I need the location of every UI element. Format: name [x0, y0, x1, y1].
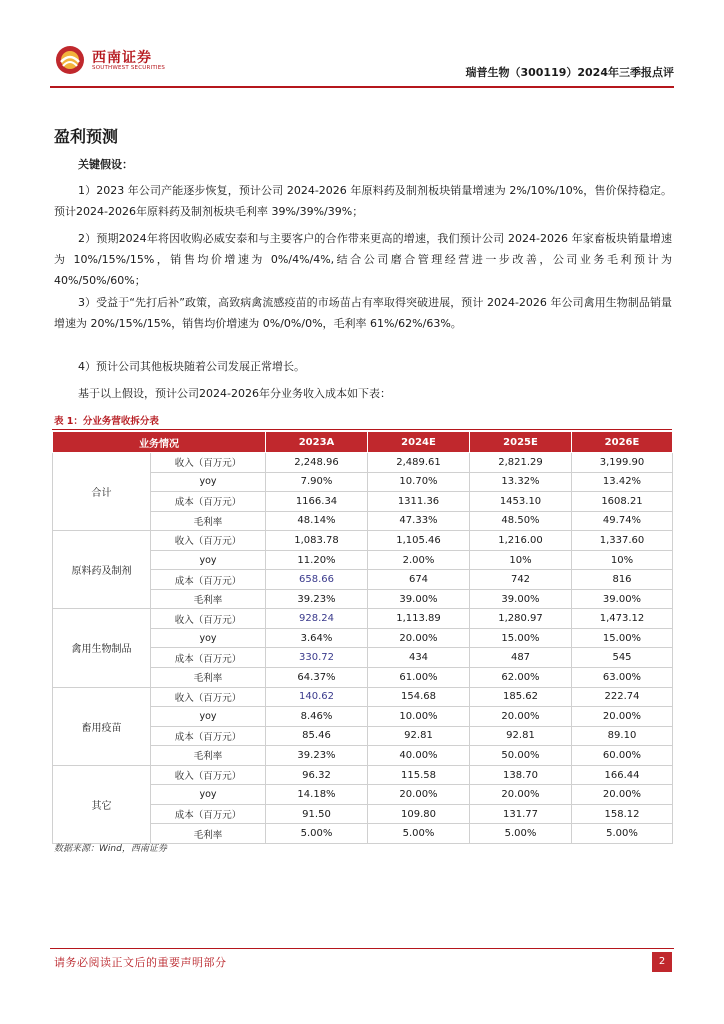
value-cell: 140.62: [266, 687, 368, 707]
value-cell: 10%: [470, 550, 572, 570]
header-business: 业务情况: [53, 432, 266, 453]
metric-label-cell: 收入（百万元）: [151, 765, 266, 785]
metric-label-cell: 成本（百万元）: [151, 570, 266, 590]
value-cell: 5.00%: [266, 824, 368, 844]
metric-label-cell: 收入（百万元）: [151, 531, 266, 551]
value-cell: 154.68: [368, 687, 470, 707]
metric-label-cell: 成本（百万元）: [151, 492, 266, 512]
value-cell: 96.32: [266, 765, 368, 785]
value-cell: 39.00%: [470, 589, 572, 609]
segment-revenue-table: [52, 431, 673, 844]
segment-name-cell: 禽用生物制品: [53, 609, 151, 687]
metric-label-cell: 收入（百万元）: [151, 609, 266, 629]
logo-text-cn: 西南证券: [92, 50, 152, 66]
segment-name-cell: 原料药及制剂: [53, 531, 151, 609]
value-cell: 8.46%: [266, 707, 368, 727]
value-cell: 222.74: [572, 687, 673, 707]
value-cell: 1608.21: [572, 492, 673, 512]
header-divider: [50, 86, 674, 88]
value-cell: 1,105.46: [368, 531, 470, 551]
value-cell: 13.42%: [572, 472, 673, 492]
page-number: 2: [652, 952, 672, 972]
value-cell: 92.81: [470, 726, 572, 746]
value-cell: 1,337.60: [572, 531, 673, 551]
value-cell: 20.00%: [470, 707, 572, 727]
metric-label-cell: 收入（百万元）: [151, 687, 266, 707]
value-cell: 47.33%: [368, 511, 470, 531]
value-cell: 20.00%: [572, 707, 673, 727]
value-cell: 138.70: [470, 765, 572, 785]
value-cell: 13.32%: [470, 472, 572, 492]
document-title: 瑞普生物（300119）2024年三季报点评: [465, 66, 674, 79]
metric-label-cell: 成本（百万元）: [151, 804, 266, 824]
table-row: [53, 687, 673, 707]
metric-label-cell: 收入（百万元）: [151, 453, 266, 473]
value-cell: 61.00%: [368, 668, 470, 688]
value-cell: 330.72: [266, 648, 368, 668]
table-row: [53, 453, 673, 473]
table-top-rule: [52, 429, 672, 430]
value-cell: 20.00%: [470, 785, 572, 805]
value-cell: 816: [572, 570, 673, 590]
value-cell: 15.00%: [470, 628, 572, 648]
company-logo: [54, 44, 194, 78]
assumption-paragraph-3: 3）受益于“先打后补”政策，高致病禽流感疫苗的市场苗占有率取得突破进展，预计 2024-2026 年公司禽用生物制品销量增速为 20%/15%/15%，销售均价增速为 0%/0%/0%，毛利率 61%/62%/63%。: [54, 296, 672, 330]
value-cell: 1,280.97: [470, 609, 572, 629]
table-caption: 表 1：分业务营收拆分表: [54, 416, 159, 427]
value-cell: 109.80: [368, 804, 470, 824]
footer-divider: [50, 948, 674, 949]
value-cell: 487: [470, 648, 572, 668]
value-cell: 2,248.96: [266, 453, 368, 473]
value-cell: 1,083.78: [266, 531, 368, 551]
metric-label-cell: yoy: [151, 550, 266, 570]
value-cell: 20.00%: [572, 785, 673, 805]
metric-label-cell: 毛利率: [151, 589, 266, 609]
metric-label-cell: 毛利率: [151, 824, 266, 844]
assumption-paragraph-1: 1）2023 年公司产能逐步恢复，预计公司 2024-2026 年原料药及制剂板块销量增速为 2%/10%/10%，售价保持稳定。预计2024-2026年原料药及制剂板块毛利率 39%/39%/39%；: [54, 184, 672, 218]
value-cell: 15.00%: [572, 628, 673, 648]
value-cell: 2.00%: [368, 550, 470, 570]
header-2025e: 2025E: [470, 432, 572, 453]
metric-label-cell: 毛利率: [151, 746, 266, 766]
value-cell: 49.74%: [572, 511, 673, 531]
metric-label-cell: yoy: [151, 472, 266, 492]
table-row: [53, 609, 673, 629]
value-cell: 3.64%: [266, 628, 368, 648]
value-cell: 1,216.00: [470, 531, 572, 551]
value-cell: 14.18%: [266, 785, 368, 805]
value-cell: 3,199.90: [572, 453, 673, 473]
table-row: [53, 765, 673, 785]
value-cell: 20.00%: [368, 785, 470, 805]
value-cell: 39.00%: [572, 589, 673, 609]
value-cell: 674: [368, 570, 470, 590]
value-cell: 5.00%: [368, 824, 470, 844]
value-cell: 50.00%: [470, 746, 572, 766]
value-cell: 89.10: [572, 726, 673, 746]
value-cell: 64.37%: [266, 668, 368, 688]
value-cell: 85.46: [266, 726, 368, 746]
value-cell: 40.00%: [368, 746, 470, 766]
value-cell: 658.66: [266, 570, 368, 590]
value-cell: 48.50%: [470, 511, 572, 531]
logo-emblem-icon: [54, 44, 86, 76]
value-cell: 115.58: [368, 765, 470, 785]
value-cell: 5.00%: [572, 824, 673, 844]
metric-label-cell: 成本（百万元）: [151, 726, 266, 746]
source-note: 数据来源：Wind，西南证券: [54, 844, 167, 854]
value-cell: 434: [368, 648, 470, 668]
value-cell: 10%: [572, 550, 673, 570]
value-cell: 10.00%: [368, 707, 470, 727]
metric-label-cell: 成本（百万元）: [151, 648, 266, 668]
metric-label-cell: yoy: [151, 707, 266, 727]
metric-label-cell: 毛利率: [151, 668, 266, 688]
value-cell: 185.62: [470, 687, 572, 707]
value-cell: 742: [470, 570, 572, 590]
metric-label-cell: yoy: [151, 628, 266, 648]
section-title: 盈利预测: [54, 127, 119, 146]
value-cell: 7.90%: [266, 472, 368, 492]
value-cell: 545: [572, 648, 673, 668]
value-cell: 20.00%: [368, 628, 470, 648]
metric-label-cell: yoy: [151, 785, 266, 805]
value-cell: 166.44: [572, 765, 673, 785]
table-header-row: [53, 432, 673, 453]
key-assumptions-label: 关键假设：: [78, 158, 133, 171]
value-cell: 60.00%: [572, 746, 673, 766]
value-cell: 2,489.61: [368, 453, 470, 473]
value-cell: 62.00%: [470, 668, 572, 688]
value-cell: 39.23%: [266, 589, 368, 609]
header-2026e: 2026E: [572, 432, 673, 453]
summary-paragraph: 基于以上假设，预计公司2024-2026年分业务收入成本如下表：: [78, 387, 391, 400]
header-2023a: 2023A: [266, 432, 368, 453]
value-cell: 1,113.89: [368, 609, 470, 629]
footer-disclaimer: 请务必阅读正文后的重要声明部分: [54, 956, 227, 969]
value-cell: 63.00%: [572, 668, 673, 688]
value-cell: 131.77: [470, 804, 572, 824]
value-cell: 91.50: [266, 804, 368, 824]
value-cell: 1453.10: [470, 492, 572, 512]
value-cell: 1,473.12: [572, 609, 673, 629]
metric-label-cell: 毛利率: [151, 511, 266, 531]
logo-text-en: SOUTHWEST SECURITIES: [92, 65, 166, 71]
value-cell: 11.20%: [266, 550, 368, 570]
value-cell: 158.12: [572, 804, 673, 824]
value-cell: 48.14%: [266, 511, 368, 531]
value-cell: 1311.36: [368, 492, 470, 512]
value-cell: 10.70%: [368, 472, 470, 492]
page-header: [50, 40, 674, 84]
value-cell: 92.81: [368, 726, 470, 746]
header-2024e: 2024E: [368, 432, 470, 453]
value-cell: 39.00%: [368, 589, 470, 609]
segment-name-cell: 合计: [53, 453, 151, 531]
assumption-paragraph-2: 2）预期2024年将因收购必威安泰和与主要客户的合作带来更高的增速，我们预计公司 2024-2026 年家畜板块销量增速为 10%/15%/15%，销售均价增速为 0%/4%/4%,结合公司磨合管理经营进一步改善，公司业务毛利预计为 40%/50%/60%；: [54, 232, 672, 287]
value-cell: 1166.34: [266, 492, 368, 512]
table-row: [53, 531, 673, 551]
value-cell: 39.23%: [266, 746, 368, 766]
value-cell: 5.00%: [470, 824, 572, 844]
segment-name-cell: 其它: [53, 765, 151, 843]
segment-name-cell: 畜用疫苗: [53, 687, 151, 765]
assumption-paragraph-4: 4）预计公司其他板块随着公司发展正常增长。: [78, 360, 305, 373]
value-cell: 2,821.29: [470, 453, 572, 473]
value-cell: 928.24: [266, 609, 368, 629]
